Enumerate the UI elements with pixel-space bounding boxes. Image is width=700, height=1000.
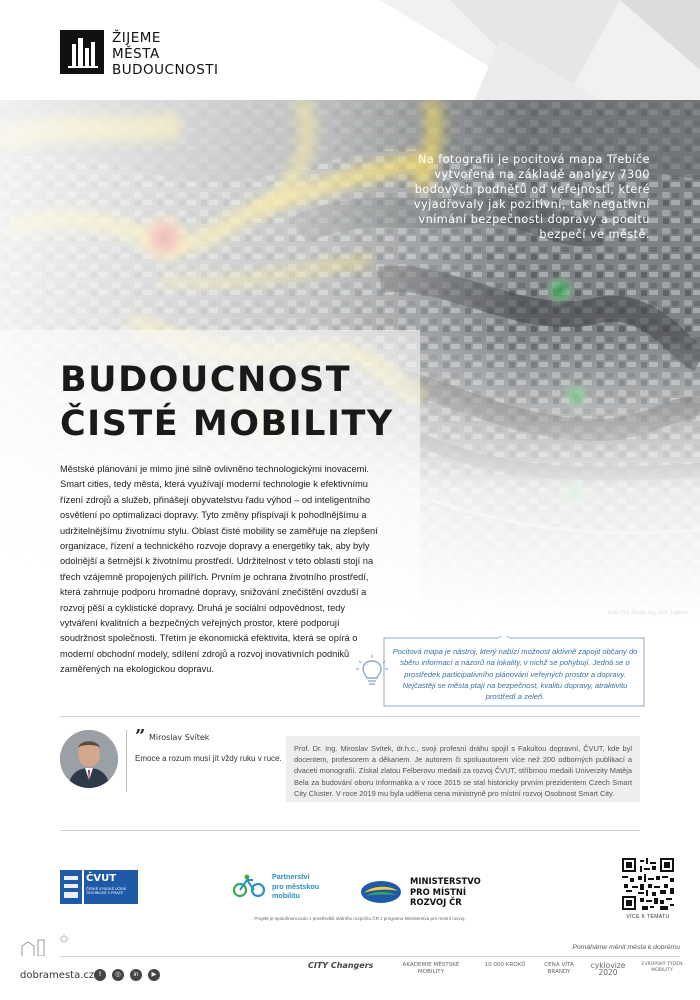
lightbulb-icon <box>356 655 388 689</box>
author-bio: Prof. Dr. Ing. Miroslav Svítek, dr.h.c., svoji profesní dráhu spojil s Fakultou dopravní, ČVUT, kde byl docentem, profesorem a děkanem. Je autorem či spoluautorem více než 200 odborných publikací a dvaceti monografií. Získal zlatou Felberovu medaili za rozvoj ČVUT, stříbrnou medaili Univerzity Matěja Bela za budování oboru Informatika a v roce 2015 se stal historicky prvním prezidentem Czech Smart City Cluster. V roce 2019 mu byla udělena cena ministryně pro místní rozvoj Osobnost Smart City. <box>286 736 640 802</box>
logo-mark <box>60 30 104 74</box>
body-text: Městské plánování je mimo jiné silně ovlivněno technologickými inovacemi. Smart cities, tedy města, která využívají moderní technologie k efektivnímu řízení zdrojů a služeb, přinášejí obyvatelstvu řadu výhod – od inteligentního osvětlení po optimalizaci dopravy. Tyto změny přispívají k pohodlnějšímu a udržitelnějšímu životnímu stylu. Oblast čisté mobility se zaměřuje na zlepšení organizace, řízení a technického rozvoje dopravy a energetiky tak, aby byly odolnější a šetrnější k životnímu prostředí. Udržitelnost v této oblasti stojí na třech vzájemně propojených pilířích. Prvním je ochrana životního prostředí, která zahrnuje podporu hromadné dopravy, snižování znečištění ovzduší a rozvoj pěší a cyklistické dopravy. Druhá je sociální odpovědnost, tedy vytváření kvalitních a bezpečných veřejných prostor, které podporují soudržnost společnosti. Třetím je ekonomická efektivita, která se opírá o moderní obchodní modely, sdílení zdrojů a rozvoj inovativních podniků zaměřených na ekologickou dopravu. <box>60 464 378 675</box>
partner-text <box>272 872 319 901</box>
cyklovize-logo: cyklovize 2020 <box>590 961 626 977</box>
logo <box>60 30 219 78</box>
page-title <box>60 358 394 446</box>
quote-mark-icon: ” <box>135 726 146 747</box>
ministry-logo <box>360 876 481 908</box>
footer-divider <box>60 956 680 957</box>
bicycle-icon <box>232 873 266 899</box>
logo-line: BUDOUCNOSTI <box>112 62 219 78</box>
logo-line: ŽIJEME <box>112 30 161 46</box>
partner-logo <box>232 872 319 901</box>
title-line: BUDOUCNOST <box>60 360 352 400</box>
funding-note: Projekt je spolufinancován z prostředků státního rozpočtu ČR z programu Ministerstva pro místní rozvoj. <box>254 916 466 921</box>
quote-author: Miroslav Svítek <box>149 733 210 742</box>
ministry-emblem-icon <box>360 879 402 905</box>
city-skyline-icon <box>20 934 80 956</box>
kroku-logo: 10 000 KROKŮ <box>484 962 526 968</box>
logo-line: MĚSTA <box>112 46 160 62</box>
partner-line: Partnerství <box>272 872 310 881</box>
qr-code[interactable] <box>622 858 674 910</box>
akademie-logo: AKADEMIE MĚSTSKÉ MOBILITY <box>402 962 460 975</box>
ministry-text <box>410 876 481 908</box>
ministry-line: PRO MÍSTNÍ <box>410 886 466 897</box>
divider <box>60 830 640 831</box>
site-link[interactable]: dobramesta.cz <box>20 970 95 981</box>
citychangers-logo: CITY Changers <box>308 961 374 970</box>
footer-slogan: Pomáháme měnit města k dobrému <box>572 944 680 951</box>
etm-logo: EVROPSKÝ TÝDEN MOBILITY <box>641 962 683 973</box>
quote-text: Emoce a rozum musí jít vždy ruku v ruce. <box>135 754 282 763</box>
instagram-icon[interactable]: ◎ <box>112 969 124 981</box>
title-line: ČISTÉ MOBILITY <box>60 404 394 444</box>
logo-text <box>112 30 219 78</box>
ministry-line: MINISTERSTVO <box>410 876 481 886</box>
facebook-icon[interactable]: f <box>94 969 106 981</box>
quote-separator <box>126 730 127 792</box>
partner-line: mobilitu <box>272 891 300 900</box>
cena-brandy-logo: CENA VÍTA BRANDY <box>544 962 574 975</box>
map-caption: Na fotografii je pocitová mapa Třebíče vytvořená na základě analýzy 7300 bodových podnětů od veřejnosti, které vyjadřovaly jak pozitivní, tak negativní vnímání bezpečnosti dopravy a pocitu bezpečí ve městě. <box>413 153 650 241</box>
ministry-line: ROZVOJ ČR <box>410 897 462 907</box>
qr-label: VÍCE K TÉMATU <box>626 914 670 920</box>
photo-credit: Foto: Petr Šoufal, Ing. arch. Tajdemr <box>607 610 688 616</box>
divider <box>60 716 640 717</box>
avatar <box>60 730 118 788</box>
linkedin-icon[interactable]: in <box>130 969 142 981</box>
tip-text: Pocitová mapa je nástroj, který nabízí možnost aktivně zapojit občany do sběru informací a názorů na lokality, v nichž se pohybují. Jedná se o prostředek participativního plánování veřejných prostor a dopravy. Nejčastěji se města ptají na bezpečnost, kvalitu dopravy, atraktivitu prostředí a zeleň. <box>392 647 638 702</box>
youtube-icon[interactable]: ▶ <box>148 969 160 981</box>
cvut-name: ČVUT <box>86 873 117 884</box>
cvut-sub: ČESKÉ VYSOKÉ UČENÍ TECHNICKÉ V PRAZE <box>86 887 127 896</box>
partner-line: pro městskou <box>272 881 320 891</box>
